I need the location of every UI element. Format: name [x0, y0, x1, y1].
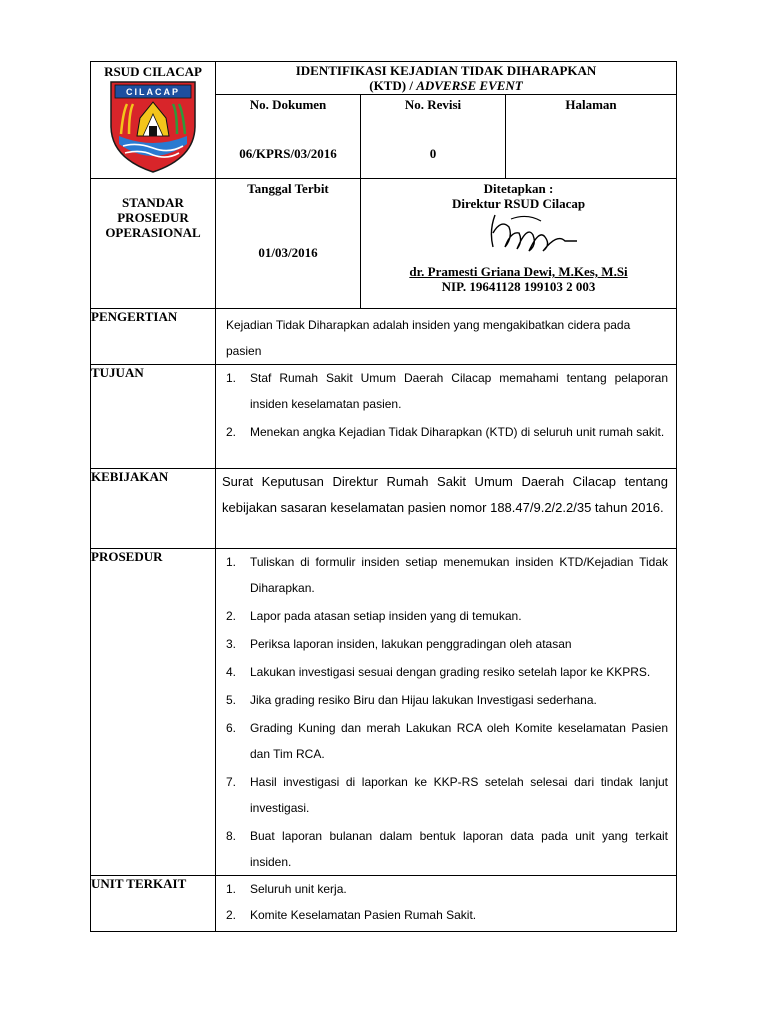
revision-label: No. Revisi — [404, 97, 462, 112]
pengertian-label-cell — [91, 309, 216, 365]
list-item: 8. Buat laporan bulanan dalam bentuk laporan data pada unit yang terkait insiden. — [226, 829, 669, 869]
issue-date-value: 01/03/2016 — [258, 245, 318, 260]
prosedur-list — [226, 549, 668, 875]
tujuan-label-cell — [91, 365, 216, 469]
list-item: 2. Komite Keselamatan Pasien Rumah Sakit. — [226, 908, 477, 922]
doc-number-label: No. Dokumen — [249, 97, 327, 112]
unit-label: UNIT TERKAIT — [91, 876, 187, 891]
unit-list — [226, 876, 668, 928]
signature-icon — [481, 211, 591, 261]
pengertian-text: Kejadian Tidak Diharapkan adalah insiden yang mengakibatkan cidera pada pasien — [226, 318, 631, 358]
tujuan-content — [216, 365, 677, 469]
prosedur-label-cell — [91, 549, 216, 876]
pengertian-label: PENGERTIAN — [91, 309, 178, 324]
revision-value: 0 — [429, 146, 437, 161]
svg-text:CILACAP: CILACAP — [126, 87, 180, 97]
sop-title-cell — [91, 179, 216, 309]
list-item: 5. Jika grading resiko Biru dan Hijau lakukan Investigasi sederhana. — [226, 693, 597, 707]
kebijakan-content — [216, 469, 677, 549]
prosedur-label: PROSEDUR — [91, 549, 163, 564]
issue-date-cell — [216, 179, 361, 309]
revision-cell — [361, 95, 506, 179]
page-label: Halaman — [565, 97, 617, 112]
page-cell — [506, 95, 677, 179]
signer-nip: NIP. 19641128 199103 2 003 — [441, 279, 596, 294]
tujuan-label: TUJUAN — [91, 365, 144, 380]
list-item: 2. Lapor pada atasan setiap insiden yang di temukan. — [226, 609, 522, 623]
document-subtitle: (KTD) / ADVERSE EVENT — [369, 78, 523, 93]
sop-line-3: OPERASIONAL — [105, 225, 201, 240]
list-item: 7. Hasil investigasi di laporkan ke KKP-RS setelah selesai dari tindak lanjut investigasi. — [226, 775, 669, 815]
sop-line-1: STANDAR — [122, 195, 184, 210]
cilacap-crest-icon — [107, 80, 199, 174]
doc-number-value: 06/KPRS/03/2016 — [239, 146, 337, 161]
approval-cell — [361, 179, 677, 309]
sop-line-2: PROSEDUR — [117, 210, 189, 225]
prosedur-content — [216, 549, 677, 876]
kebijakan-label-cell — [91, 469, 216, 549]
hospital-logo-cell — [91, 62, 216, 179]
list-item: 1. Seluruh unit kerja. — [226, 882, 347, 896]
list-item: 1. Staf Rumah Sakit Umum Daerah Cilacap memahami tentang pelaporan insiden keselamatan pasien. — [226, 371, 669, 411]
unit-label-cell — [91, 876, 216, 932]
document-title-cell — [216, 62, 677, 95]
list-item: 6. Grading Kuning dan merah Lakukan RCA oleh Komite keselamatan Pasien dan Tim RCA. — [226, 721, 669, 761]
approved-by: Direktur RSUD Cilacap — [451, 196, 586, 211]
list-item: 2. Menekan angka Kejadian Tidak Diharapkan (KTD) di seluruh unit rumah sakit. — [226, 425, 665, 439]
unit-content — [216, 876, 677, 932]
tujuan-list — [226, 365, 668, 445]
list-item: 1. Tuliskan di formulir insiden setiap menemukan insiden KTD/Kejadian Tidak Diharapkan. — [226, 555, 669, 595]
kebijakan-text: Surat Keputusan Direktur Rumah Sakit Umum Daerah Cilacap tentang kebijakan sasaran keselamatan pasien nomor 188.47/9.2/2.2/35 tahun 2016. — [222, 474, 669, 515]
sop-document-table — [90, 61, 677, 932]
approved-label: Ditetapkan : — [483, 181, 554, 196]
signer-name: dr. Pramesti Griana Dewi, M.Kes, M.Si — [409, 264, 628, 279]
hospital-name: RSUD CILACAP — [104, 64, 202, 79]
list-item: 4. Lakukan investigasi sesuai dengan grading resiko setelah lapor ke KKPRS. — [226, 665, 651, 679]
pengertian-content — [216, 309, 677, 365]
list-item: 3. Periksa laporan insiden, lakukan penggradingan oleh atasan — [226, 637, 572, 651]
document-title: IDENTIFIKASI KEJADIAN TIDAK DIHARAPKAN — [295, 63, 597, 78]
kebijakan-label: KEBIJAKAN — [91, 469, 169, 484]
issue-date-label: Tanggal Terbit — [247, 181, 329, 196]
doc-number-cell — [216, 95, 361, 179]
